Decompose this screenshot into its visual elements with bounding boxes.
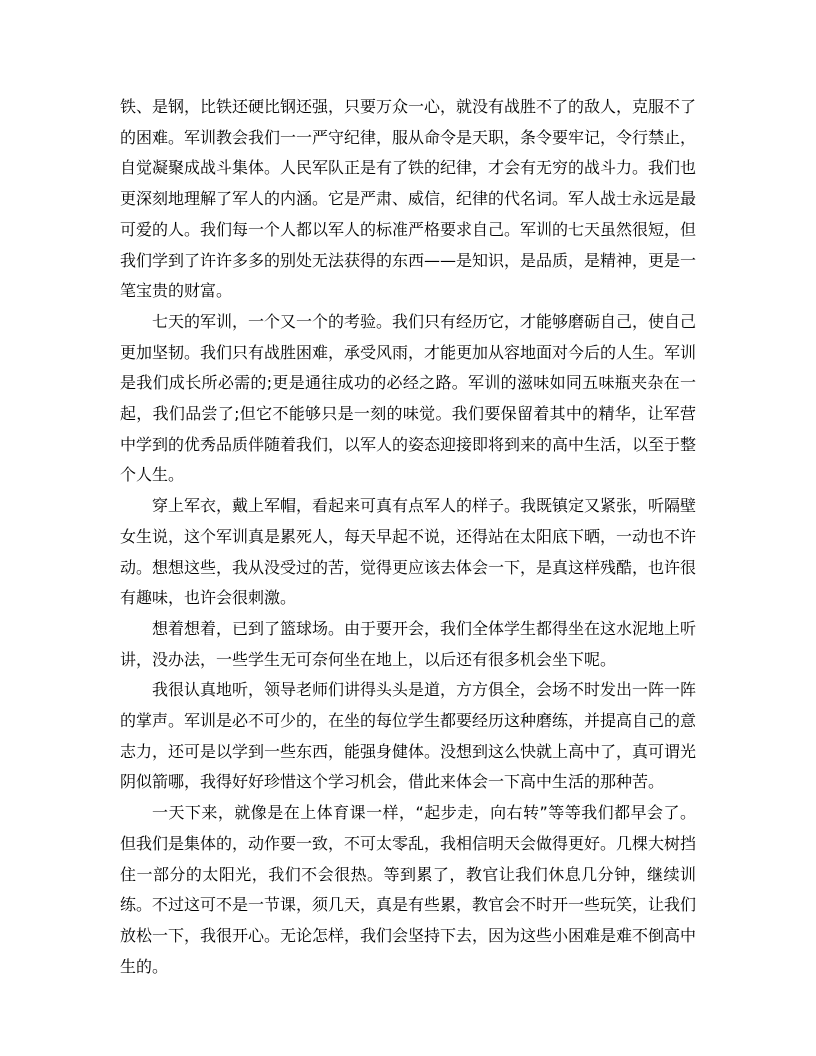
paragraph-3: 穿上军衣，戴上军帽，看起来可真有点军人的样子。我既镇定又紧张，听隔壁女生说，这个军训真是累死人，每天早起不说，还得站在太阳底下晒，一动也不许动。想想这些，我从没受过的苦，觉得更应该去体会一下，是真这样残酷，也许很有趣味，也许会很刺激。 (120, 496, 697, 608)
paragraph-1: 铁、是钢，比铁还硬比钢还强，只要万众一心，就没有战胜不了的敌人，克服不了的困难。军训教会我们一一严守纪律，服从命令是天职，条令要牢记，令行禁止，自觉凝聚成战斗集体。人民军队正是有了铁的纪律，才会有无穷的战斗力。我们也更深刻地理解了军人的内涵。它是严肃、威信，纪律的代名词。军人战士永远是最可爱的人。我们每一个人都以军人的标准严格要求自己。军训的七天虽然很短，但我们学到了许许多多的别处无法获得的东西——是知识，是品质，是精神，更是一笔宝贵的财富。 (120, 97, 697, 301)
body-text (120, 92, 696, 982)
paragraph-5: 我很认真地听，领导老师们讲得头头是道，方方俱全，会场不时发出一阵一阵的掌声。军训是必不可少的，在坐的每位学生都要经历这种磨练，并提高自己的意志力，还可是以学到一些东西，能强身健体。没想到这么快就上高中了，真可谓光阴似箭哪，我得好好珍惜这个学习机会，借此来体会一下高中生活的那种苦。 (120, 680, 697, 792)
paragraph-4: 想着想着，已到了篮球场。由于要开会，我们全体学生都得坐在这水泥地上听讲，没办法，一些学生无可奈何坐在地上，以后还有很多机会坐下呢。 (120, 618, 697, 669)
paragraph-6: 一天下来，就像是在上体育课一样，“起步走，向右转”等等我们都早会了。但我们是集体的，动作要一致，不可太零乱，我相信明天会做得更好。几棵大树挡住一部分的太阳光，我们不会很热。等到累了，教官让我们休息几分钟，继续训练。不过这可不是一节课，须几天，真是有些累，教官会不时开一些玩笑，让我们放松一下，我很开心。无论怎样，我们会坚持下去，因为这些小困难是难不倒高中生的。 (120, 803, 697, 976)
paragraph-2: 七天的军训，一个又一个的考验。我们只有经历它，才能够磨砺自己，使自己更加坚韧。我们只有战胜困难，承受风雨，才能更加从容地面对今后的人生。军训是我们成长所必需的;更是通往成功的必经之路。军训的滋味如同五味瓶夹杂在一起，我们品尝了;但它不能够只是一刻的味觉。我们要保留着其中的精华，让军营中学到的优秀品质伴随着我们，以军人的姿态迎接即将到来的高中生活，以至于整个人生。 (120, 311, 697, 485)
